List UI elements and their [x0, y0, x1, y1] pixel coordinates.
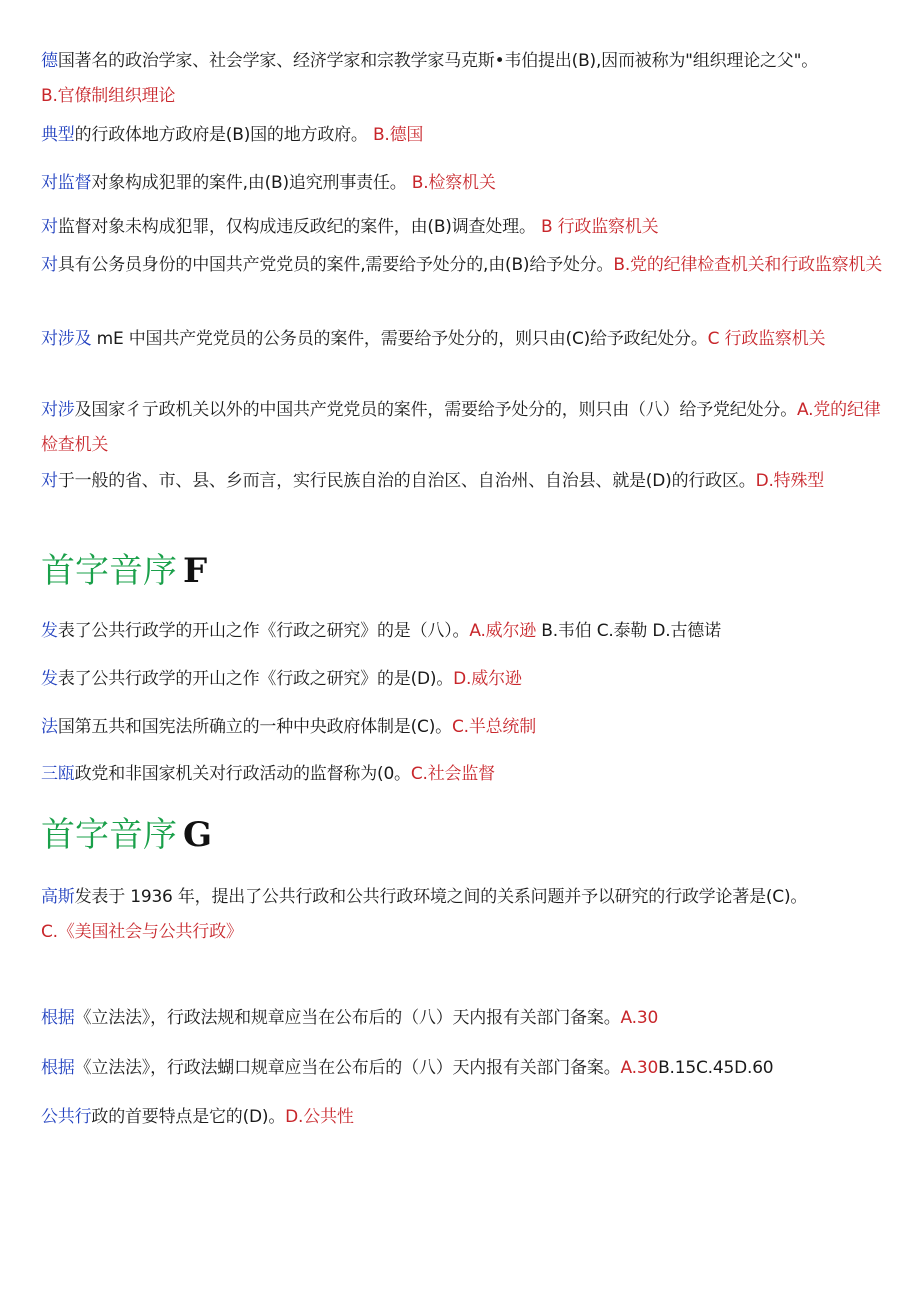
section-heading-g [41, 812, 212, 858]
question-item [41, 464, 886, 499]
section-heading-letter: F [183, 551, 208, 591]
answer-text: B 行政监察机关 [540, 217, 659, 237]
answer-text: B.党的纪律检查机关和行政监察机关 [613, 255, 883, 275]
question-item [41, 757, 886, 792]
question-item [41, 662, 886, 697]
question-item [41, 1001, 886, 1036]
question-text: mE 中国共产党党员的公务员的案件，需要给予处分的，则只由(C)给予政纪处分。 [91, 329, 708, 349]
question-lead: 对 [41, 255, 58, 275]
answer-text: B.官僚制组织理论 [41, 86, 176, 106]
question-lead: 典型 [41, 125, 75, 145]
question-item [41, 614, 886, 649]
question-item [41, 44, 886, 114]
answer-options: B.15C.45D.60 [658, 1058, 774, 1078]
answer-text: A.威尔逊 [469, 621, 537, 641]
question-lead: 对 [41, 471, 58, 491]
question-lead: 高斯 [41, 887, 75, 907]
answer-options: B.韦伯 C.泰勒 D.古德诺 [536, 621, 721, 641]
answer-text: C 行政监察机关 [707, 329, 826, 349]
section-heading-letter: G [183, 815, 213, 855]
answer-text: D.公共性 [285, 1107, 354, 1127]
question-lead: 对涉 [41, 400, 75, 420]
question-text: 国著名的政治学家、社会学家、经济学家和宗教学家马克斯•韦伯提出(B),因而被称为"组织理论之父"。 [57, 51, 819, 71]
question-lead: 公共行 [41, 1107, 92, 1127]
question-lead: 根据 [41, 1008, 75, 1028]
question-lead: 发 [41, 669, 58, 689]
answer-text: D.特殊型 [755, 471, 825, 491]
question-item [41, 1100, 886, 1135]
question-lead: 对 [41, 217, 58, 237]
question-lead: 法 [41, 717, 58, 737]
question-item [41, 210, 886, 245]
question-text: 《立法法》，行政法蝴口规章应当在公布后的（八）天内报有关部门备案。 [74, 1058, 621, 1078]
question-text: 表了公共行政学的开山之作《行政之研究》的是（八）。 [57, 621, 470, 641]
question-text: 《立法法》，行政法规和规章应当在公布后的（八）天内报有关部门备案。 [74, 1008, 621, 1028]
question-lead: 对监督 [41, 173, 92, 193]
section-heading-label: 首字音序 [41, 815, 177, 855]
answer-text: A.30 [620, 1008, 659, 1028]
answer-text: B.检察机关 [411, 173, 496, 193]
question-item [41, 248, 886, 283]
section-heading-label: 首字音序 [41, 551, 177, 591]
question-text: 监督对象未构成犯罪，仅构成违反政纪的案件，由(B)调查处理。 [57, 217, 536, 237]
question-text: 表了公共行政学的开山之作《行政之研究》的是(D)。 [57, 669, 454, 689]
answer-text: A.30 [620, 1058, 659, 1078]
question-item [41, 322, 886, 357]
section-heading-f [41, 548, 207, 594]
question-text: 国第五共和国宪法所确立的一种中央政府体制是(C)。 [57, 717, 452, 737]
question-item [41, 880, 886, 950]
question-item [41, 393, 886, 463]
question-lead: 对涉及 [41, 329, 92, 349]
question-lead: 三瓯 [41, 764, 75, 784]
question-text: 及国家彳亍政机关以外的中国共产党党员的案件，需要给予处分的，则只由（八）给予党纪处分。 [74, 400, 798, 420]
answer-text: A.党的纪律检查机关 [41, 400, 881, 455]
question-lead: 发 [41, 621, 58, 641]
question-lead: 根据 [41, 1058, 75, 1078]
question-item [41, 166, 886, 201]
answer-text: C.半总统制 [451, 717, 537, 737]
question-item [41, 118, 886, 153]
question-text: 的行政体地方政府是(B)国的地方政府。 [74, 125, 368, 145]
answer-text: B.德国 [372, 125, 424, 145]
question-text: 发表于 1936 年，提出了公共行政和公共行政环境之间的关系问题并予以研究的行政学论著是(C)。 [74, 887, 808, 907]
question-text: 于一般的省、市、县、乡而言，实行民族自治的自治区、自治州、自治县、就是(D)的行政区。 [57, 471, 756, 491]
question-text: 具有公务员身份的中国共产党党员的案件,需要给予处分的,由(B)给予处分。 [57, 255, 614, 275]
answer-text: D.威尔逊 [453, 669, 522, 689]
question-item [41, 710, 886, 745]
question-text: 政党和非国家机关对行政活动的监督称为(0。 [74, 764, 411, 784]
question-text: 政的首要特点是它的(D)。 [91, 1107, 286, 1127]
question-lead: 德 [41, 51, 58, 71]
answer-text: C.社会监督 [410, 764, 495, 784]
answer-text: C.《美国社会与公共行政》 [41, 922, 243, 942]
question-text: 对象构成犯罪的案件,由(B)追究刑事责任。 [91, 173, 407, 193]
question-item [41, 1051, 886, 1086]
